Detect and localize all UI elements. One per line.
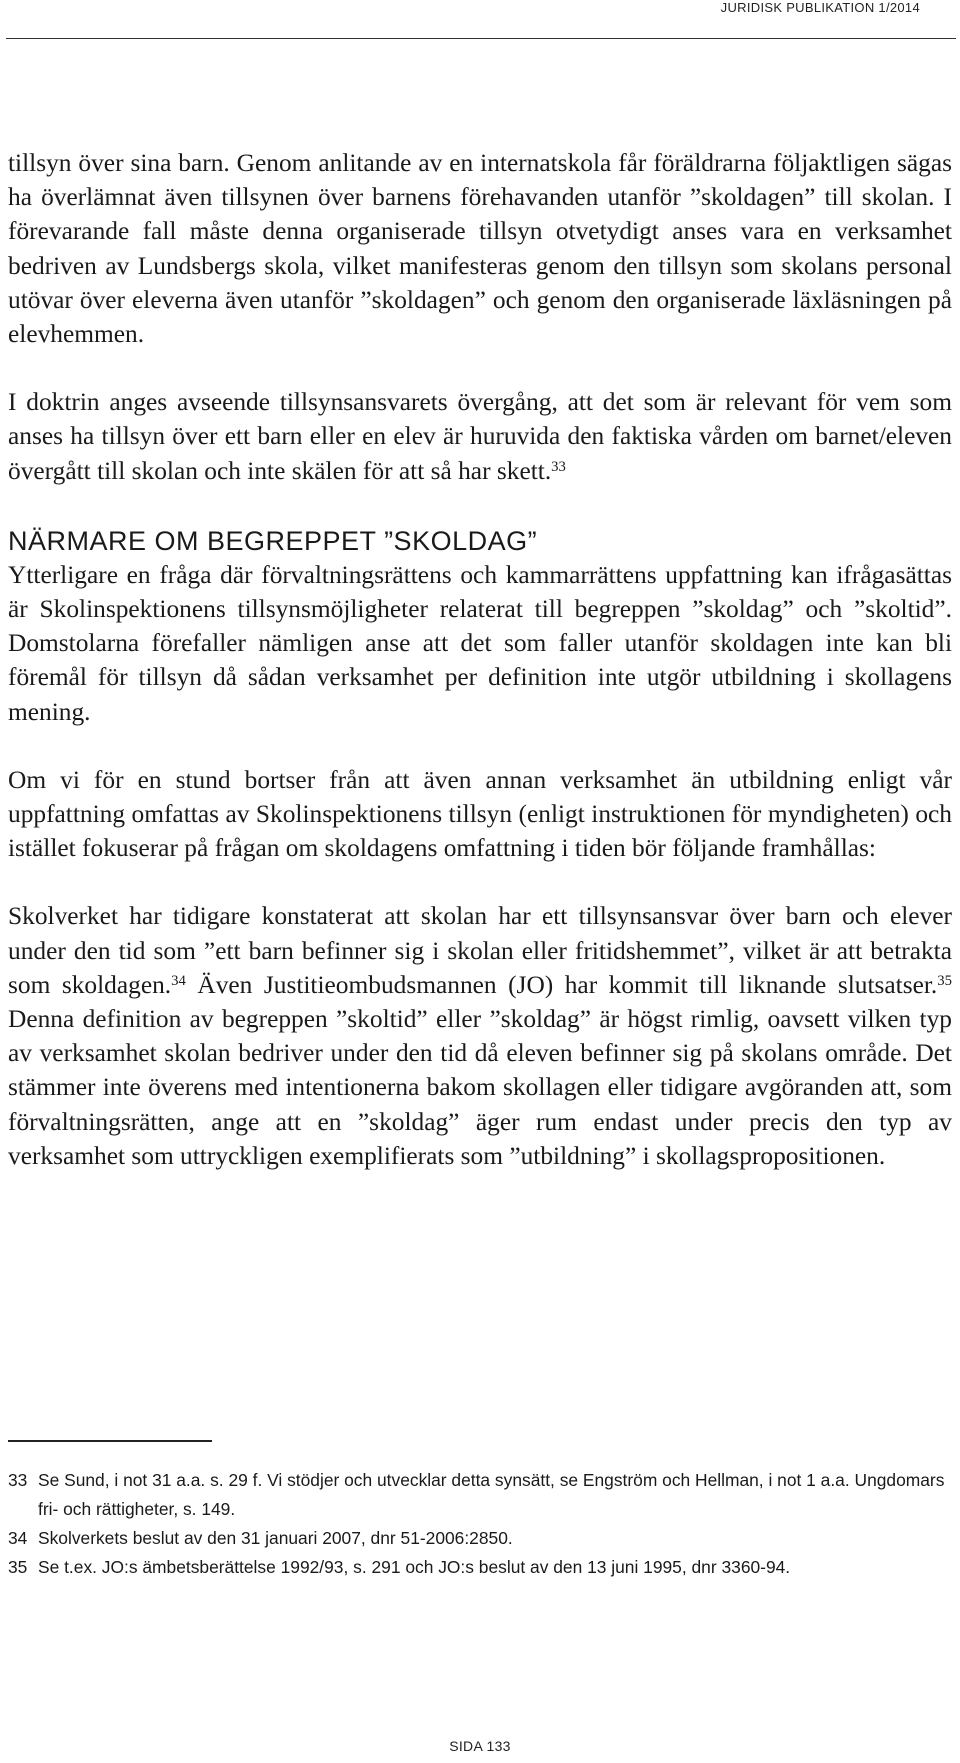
footnote [8, 1466, 952, 1524]
body-paragraph [8, 385, 952, 488]
footnote-text: Se Sund, i not 31 a.a. s. 29 f. Vi stödjer och utvecklar detta synsätt, se Engström och Hellman, i not 1 a.a. Ungdomars fri- och rättigheter, s. 149. [38, 1470, 945, 1519]
footnote-text: Skolverkets beslut av den 31 januari 2007, dnr 51-2006:2850. [38, 1528, 513, 1548]
paragraph-text: I doktrin anges avseende tillsynsansvarets övergång, att det som är relevant för vem som anses ha tillsyn över ett barn eller en elev är huruvida den faktiska vården om barnet/eleven övergått till skolan och inte skälen för att så har skett. [8, 388, 952, 485]
footnote-text: Se t.ex. JO:s ämbetsberättelse 1992/93, s. 291 och JO:s beslut av den 13 juni 1995, dnr 3360-94. [38, 1557, 791, 1577]
paragraph-text: Även Justitieombudsmannen (JO) har kommit till liknande slutsatser. [185, 970, 938, 999]
body-paragraph [8, 763, 952, 866]
footnote-reference[interactable]: 35 [937, 972, 952, 989]
footnote [8, 1524, 952, 1553]
section-heading: NÄRMARE OM BEGREPPET ”SKOLDAG” [8, 525, 538, 556]
paragraph-text: Denna definition av begreppen ”skoltid” eller ”skoldag” är högst rimlig, oavsett vilken typ av verksamhet skolan bedriver under den tid då eleven befinner sig på skolans område. Det stämmer inte överens med intentionerna bakom skollagen eller tidigare avgöranden att, som förvaltningsrätten, ange att en ”skoldag” äger rum endast under precis den typ av verksamhet som uttryckligen exemplifierats som ”utbildning” i skollagspropositionen. [8, 1005, 952, 1170]
paragraph-text: Skolverket har tidigare konstaterat att skolan har ett tillsynsansvar över barn och elever under den tid som ”ett barn befinner sig i skolan eller fritidshemmet”, vilket är att betrakta som skoldagen. [8, 902, 952, 999]
running-header: JURIDISK PUBLIKATION 1/2014 [720, 0, 920, 15]
header-rule [6, 38, 956, 39]
footnote-number: 35 [8, 1557, 28, 1577]
footnote-number: 34 [8, 1528, 28, 1548]
footnote-number: 33 [8, 1470, 28, 1490]
footnote-separator [8, 1440, 212, 1442]
body-paragraph [8, 146, 952, 351]
paragraph-text: Om vi för en stund bortser från att även annan verksamhet än utbildning enligt vår uppfattning omfattas av Skolinspektionens tillsyn (enligt instruktionen för myndigheten) och istället fokuserar på frågan om skoldagens omfattning i tiden bör följande framhållas: [8, 765, 952, 863]
paragraph-text: tillsyn över sina barn. Genom anlitande av en internatskola får föräldrarna följaktligen sägas ha överlämnat även tillsynen över barnens förehavanden utanför ”skoldagen” till skolan. I förevarande fall måste denna organiserade tillsyn otvetydigt anses vara en verksamhet bedriven av Lundsbergs skola, vilket manifesteras genom den tillsyn som skolans personal utövar över eleverna även utanför ”skoldagen” och genom den organiserade läxläsningen på elevhemmen. [8, 149, 952, 349]
body-paragraph [8, 899, 952, 1173]
footnote [8, 1553, 952, 1582]
footnotes [8, 1466, 952, 1582]
footnote-reference[interactable]: 33 [551, 458, 566, 475]
article-body [8, 146, 952, 1173]
paragraph-text: Ytterligare en fråga där förvaltningsrättens och kammarrättens uppfattning kan ifrågasättas är Skolinspektionens tillsynsmöjligheter relaterat till begreppen ”skoldag” och ”skoltid”. Domstolarna förefaller nämligen anse att det som faller utanför skoldagen inte kan bli föremål för tillsyn då sådan verksamhet per definition inte utgör utbildning i skollagens mening. [8, 560, 952, 726]
footnote-reference[interactable]: 34 [171, 972, 186, 989]
page-number: SIDA 133 [449, 1738, 511, 1754]
body-paragraph [8, 558, 952, 729]
